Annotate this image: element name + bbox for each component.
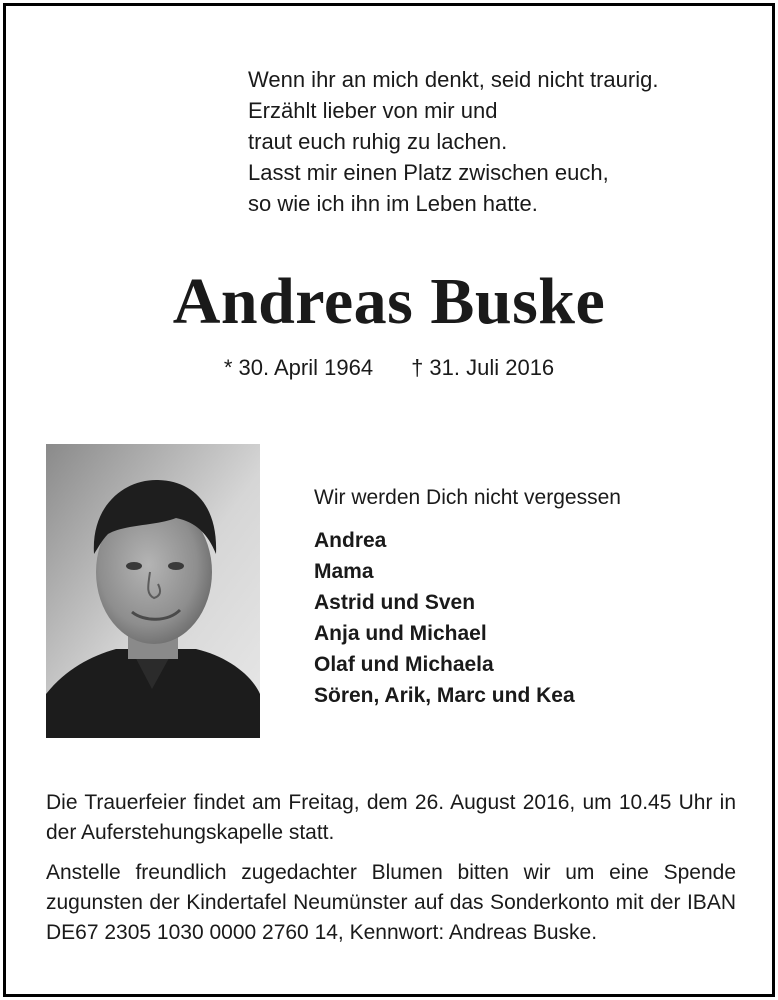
family-member: Anja und Michael	[314, 622, 487, 645]
birth-date: * 30. April 1964	[223, 355, 374, 380]
family-section	[314, 483, 621, 711]
family-member: Astrid und Sven	[314, 591, 476, 614]
memorial-poem	[248, 64, 658, 219]
family-member: Sören, Arik, Marc und Kea	[314, 684, 575, 707]
portrait-photo	[46, 444, 260, 738]
poem-line: so wie ich ihn im Leben hatte.	[248, 191, 538, 216]
portrait-photo-icon	[46, 444, 260, 738]
obituary-frame	[3, 3, 775, 997]
service-notice: Die Trauerfeier findet am Freitag, dem 26. August 2016, um 10.45 Uhr in der Auferstehungskapelle statt.	[46, 791, 736, 844]
death-date: † 31. Juli 2016	[411, 355, 555, 380]
family-member: Olaf und Michaela	[314, 653, 494, 676]
family-member: Andrea	[314, 529, 387, 552]
poem-line: traut euch ruhig zu lachen.	[248, 129, 508, 154]
poem-line: Lasst mir einen Platz zwischen euch,	[248, 160, 609, 185]
family-member: Mama	[314, 560, 374, 583]
poem-line: Erzählt lieber von mir und	[248, 98, 498, 123]
donation-notice: Anstelle freundlich zugedachter Blumen bitten wir um eine Spende zugunsten der Kindertafel Neumünster auf das Sonderkonto mit der IBAN DE67 2305 1030 0000 2760 14, Kennwort: Andreas Buske.	[46, 861, 736, 944]
poem-line: Wenn ihr an mich denkt, seid nicht traurig.	[248, 67, 659, 92]
deceased-name: Andreas Buske	[172, 265, 606, 338]
life-dates	[6, 353, 772, 383]
family-intro: Wir werden Dich nicht vergessen	[314, 486, 621, 509]
